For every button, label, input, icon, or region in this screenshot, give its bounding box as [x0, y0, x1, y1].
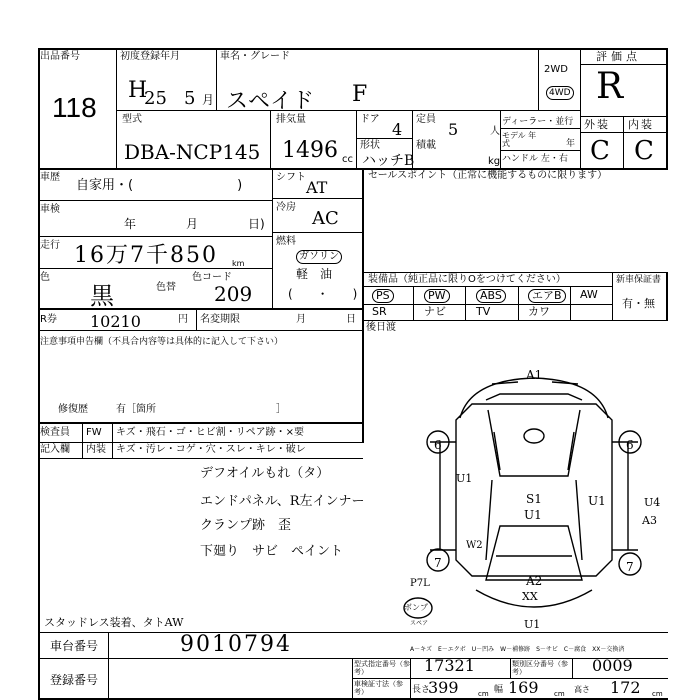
equip-item: PW — [424, 289, 450, 303]
row-line-a — [116, 110, 580, 111]
int-grade: C — [634, 136, 654, 166]
color-value: 黒 — [90, 282, 114, 310]
equip-c4 — [570, 286, 571, 320]
row-l4 — [272, 198, 362, 199]
footer-top — [38, 632, 668, 633]
footer-mid — [38, 658, 668, 659]
col-line-l2 — [362, 168, 364, 308]
equip-top — [362, 272, 668, 273]
entry-label: 記入欄 — [40, 444, 70, 455]
history-label: 車歴 — [40, 172, 60, 183]
month-unit: 月 — [202, 93, 215, 107]
col-line-7 — [538, 48, 539, 110]
mark-u1-right: U1 — [588, 494, 606, 508]
row-line-f — [500, 128, 580, 129]
col-l5 — [82, 424, 83, 458]
int-label: 内装 — [628, 118, 654, 131]
ext-items: キズ・飛石・ゴ・ヒビ割・リペア跡・×要 — [116, 427, 304, 438]
frame-top — [38, 48, 668, 50]
mark-a1: A1 — [526, 368, 543, 382]
expiry-day: 日 — [346, 314, 356, 325]
spare-label: ボンプ — [404, 603, 428, 612]
shape: ハッチB — [362, 153, 415, 169]
year-unit: 年 — [566, 139, 576, 149]
tire-7-left: 7 — [434, 556, 442, 570]
history-value: 自家用・( ) — [76, 178, 243, 193]
mark-u1-center: U1 — [524, 508, 542, 522]
bottom-note: スタッドレス装着、タトAW — [44, 616, 184, 629]
in-label: 内装 — [86, 444, 106, 455]
dealer-label: ディーラー・並行 — [502, 117, 574, 127]
equip-item: ナビ — [424, 305, 446, 318]
person-unit: 人 — [490, 126, 500, 137]
note-2: エンドパネル、R左インナー — [200, 494, 365, 509]
spare-sub: スペア — [410, 620, 429, 627]
int-items: キズ・汚レ・コゲ・穴・スレ・キレ・破レ — [116, 444, 306, 455]
class-label: 類別区分番号（参考） — [512, 660, 568, 676]
fuel-label: 燃料 — [276, 236, 296, 247]
note-1: デフオイルもれ（タ） — [200, 466, 330, 481]
mileage-label: 走行 — [40, 240, 60, 251]
equip-c2 — [465, 286, 466, 320]
row-l1 — [38, 200, 272, 201]
fuel-light: 軽 油 — [296, 267, 333, 281]
shift: AT — [306, 178, 328, 197]
capacity: 5 — [448, 120, 459, 139]
pillars — [494, 432, 574, 470]
front-bumper — [460, 378, 608, 418]
drive-4wd: 4WD — [546, 86, 574, 100]
frame-left — [38, 48, 40, 700]
footer-col2 — [352, 658, 353, 700]
mark-xx: XX — [522, 590, 538, 603]
row-l8 — [38, 422, 363, 424]
equip-item: エアB — [528, 289, 566, 303]
width-unit: cm — [554, 690, 565, 698]
era: H — [128, 78, 148, 103]
expiry-month: 月 — [296, 314, 306, 325]
car-name: スペイド — [226, 89, 315, 114]
insp-year: 年 — [124, 217, 137, 231]
col-line-2 — [216, 48, 217, 110]
row-line-b — [580, 116, 668, 117]
length-unit: cm — [478, 690, 489, 698]
sales-label: セールスポイント（正常に機能するものに限ります） — [368, 170, 608, 181]
ac: AC — [312, 208, 339, 229]
drive-2wd: 2WD — [544, 64, 568, 75]
color-code-label: 色コード — [192, 272, 232, 283]
row-l7 — [38, 330, 363, 331]
row-l9 — [38, 442, 363, 443]
tire-6-right: 6 — [626, 438, 634, 452]
height-label: 高さ — [574, 685, 590, 694]
lot-number: 118 — [52, 92, 97, 123]
disp-label: 排気量 — [276, 114, 306, 125]
eval-label: 評価点 — [596, 50, 641, 63]
row-line-d — [580, 64, 668, 65]
frame-right — [666, 48, 668, 168]
insp-month: 月 — [186, 217, 199, 231]
cc-unit: cc — [342, 154, 353, 165]
ticket-label: R券 — [40, 314, 57, 325]
car-label: 車名・グレード — [220, 51, 290, 62]
equip-item: SR — [372, 305, 387, 318]
row-line-g — [500, 150, 580, 151]
row-l10 — [38, 458, 363, 459]
handle-label: ハンドル 左・右 — [502, 154, 568, 164]
reg-year: 25 — [144, 88, 167, 109]
color-code: 209 — [214, 282, 253, 306]
warranty-label: 新車保証書 — [616, 275, 662, 285]
col-line-4 — [356, 110, 357, 168]
equip-item: PS — [372, 289, 394, 303]
cert-label: 車検証寸法（参考） — [354, 680, 403, 696]
warranty-value: 有・無 — [622, 297, 655, 310]
length-value: 399 — [428, 678, 459, 697]
rear-window — [486, 526, 582, 580]
mark-s1: S1 — [526, 492, 542, 506]
kg-unit: kg — [488, 156, 501, 167]
mark-u4: U4 — [644, 496, 661, 509]
first-reg-label: 初度登録年月 — [120, 51, 180, 62]
shift-label: シフト — [276, 172, 306, 183]
col-l4 — [362, 308, 364, 443]
mileage: 16万7千850 — [74, 243, 218, 268]
width-label: 幅 — [494, 685, 504, 695]
row-l5 — [272, 232, 362, 233]
col-l3 — [196, 308, 197, 330]
type-no: 17321 — [424, 656, 475, 675]
mark-a3: A3 — [642, 514, 657, 527]
note-3: クランプ跡 歪 — [200, 518, 292, 533]
chassis-label: 車台番号 — [50, 639, 99, 653]
shape-label: 形状 — [360, 140, 380, 151]
reg-label: 登録番号 — [50, 673, 99, 687]
model-year-label: モデル 年式 — [502, 131, 537, 148]
equip-item: TV — [476, 305, 491, 318]
defect-mark — [524, 429, 544, 443]
ext-label: 外装 — [584, 118, 610, 131]
ac-label: 冷房 — [276, 202, 296, 213]
row-line-c — [580, 132, 668, 133]
yen-unit: 円 — [178, 314, 188, 325]
mark-a2: A2 — [526, 574, 543, 588]
legend: A－キズ E－エクボ U－凹み W－補修跡 S－サビ C－腐食 XX－交換済 — [410, 646, 625, 653]
equip-label: 装備品（純正品に限りOをつけてください） — [368, 274, 566, 285]
equip-c1 — [413, 286, 414, 320]
inspector-label: 検査員 — [40, 427, 70, 438]
col-line-1 — [116, 48, 117, 168]
equip-row1 — [362, 286, 612, 287]
ext-grade: C — [590, 136, 610, 166]
km-unit: km — [232, 259, 245, 268]
col-line-8 — [580, 48, 581, 168]
model-label: 型式 — [122, 114, 142, 125]
reg-month: 5 — [184, 88, 196, 109]
equip-bottom — [362, 320, 668, 321]
mark-u1-left: U1 — [456, 472, 473, 485]
load-label: 積載 — [416, 140, 436, 151]
fw-label: FW — [86, 427, 102, 438]
notes-label: 注意事項申告欄（不具合内容等は具体的に記入して下さい） — [40, 337, 284, 347]
footer-col3 — [410, 658, 411, 700]
class-no: 0009 — [592, 656, 633, 675]
footer-col1 — [108, 632, 109, 700]
capacity-label: 定員 — [416, 114, 436, 125]
after-label: 後日渡 — [366, 322, 396, 333]
length-label: 長さ — [412, 685, 431, 695]
footer-col4 — [510, 658, 511, 678]
fuel-bracket: ( ・ ) — [288, 287, 358, 301]
row-l2 — [38, 236, 272, 237]
equip-item: ABS — [476, 289, 506, 303]
inspection-label: 車検 — [40, 204, 60, 215]
displacement: 1496 — [282, 138, 338, 163]
height-unit: cm — [652, 690, 663, 698]
eval-score: R — [596, 66, 624, 107]
col-line-l1 — [272, 168, 273, 308]
equip-col — [612, 272, 613, 320]
model-code: DBA-NCP145 — [124, 140, 261, 164]
equip-item: AW — [580, 288, 598, 301]
repair-value: 有［箇所 ］ — [116, 404, 286, 415]
col-line-3 — [270, 110, 271, 168]
fuel-gas: ガソリン — [296, 250, 342, 264]
grade: F — [352, 82, 368, 107]
col-line-6 — [500, 110, 501, 168]
color-label: 色 — [40, 272, 50, 283]
repair-label: 修復歴 — [58, 404, 88, 415]
equip-item: カワ — [528, 305, 550, 318]
chassis-number: 9010794 — [180, 632, 292, 657]
tire-7-right: 7 — [626, 560, 634, 574]
door-label: ドア — [360, 114, 380, 125]
row-line-e — [356, 138, 412, 139]
row-l6 — [38, 308, 363, 310]
equip-c3 — [518, 286, 519, 320]
mark-p7l: P7L — [410, 578, 430, 589]
expiry-label: 名変期限 — [200, 314, 240, 325]
hood-top — [486, 394, 582, 400]
width-value: 169 — [508, 678, 539, 697]
footer-col5 — [572, 658, 573, 678]
col-line-9 — [623, 116, 624, 168]
mark-w2: W2 — [466, 540, 483, 551]
insp-day: 日) — [248, 217, 265, 231]
col-l6 — [112, 424, 113, 458]
repaint-label: 色替 — [156, 282, 176, 293]
height-value: 172 — [610, 678, 641, 697]
ticket-value: 10210 — [90, 312, 141, 331]
lot-label: 出品番号 — [40, 51, 80, 62]
type-no-label: 型式指定番号（参考） — [354, 660, 410, 676]
note-4: 下廻り サビ ペイント — [200, 544, 344, 559]
equip-right — [666, 272, 668, 320]
tire-6-left: 6 — [434, 438, 442, 452]
mark-u1-bottom: U1 — [524, 618, 541, 631]
doors: 4 — [392, 120, 403, 139]
